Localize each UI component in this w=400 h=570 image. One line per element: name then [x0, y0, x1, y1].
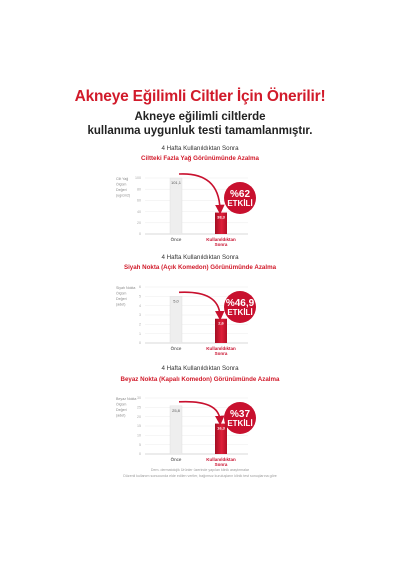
chart1-ylabel: Ölçüm	[116, 182, 127, 187]
chart1-title: Ciltteki Fazla Yağ Görünümünde Azalma	[141, 155, 259, 162]
chart3-ytick-label: 0	[139, 452, 141, 457]
chart2-ylabel: Siyah Nokta	[116, 286, 136, 290]
chart3-ylabel: Ölçüm	[116, 402, 127, 407]
chart2-value-label: 2,6	[218, 320, 224, 326]
chart2-ytick-label: 0	[139, 341, 141, 346]
chart3-ylabel: Değeri	[116, 408, 127, 412]
chart3-plot	[0, 388, 400, 468]
chart2-title: Siyah Nokta (Açık Komedon) Görünümünde Azalma	[123, 264, 277, 271]
chart1-category-label: Kullanıldıktan	[206, 237, 236, 242]
chart3-pretitle: 4 Hafta Kullanıldıktan Sonra	[161, 365, 239, 372]
chart1-plot	[0, 168, 400, 248]
chart3-ytick-label: 25	[137, 405, 141, 410]
chart1-arrow	[179, 174, 220, 210]
footnote-2: Düzenli kullanım sonucunda elde edilen veriler, bağımsız kuruluşların klinik test sonuçlarına göre	[123, 474, 277, 478]
chart2-badge-label: ETKİLİ	[227, 308, 253, 317]
chart3-title: Beyaz Nokta (Kapalı Komedon) Görünümünde Azalma	[120, 376, 280, 383]
chart2-ytick-label: 2	[139, 322, 141, 327]
chart2-badge-value: %46,9	[225, 298, 255, 309]
chart2-ytick-label: 1	[139, 331, 141, 336]
chart3-ytick-label: 20	[137, 414, 141, 419]
chart1-ylabel: Cilt Yağ	[116, 177, 129, 181]
chart1-pretitle: 4 Hafta Kullanıldıktan Sonra	[161, 145, 239, 152]
chart2-category-label: Önce	[170, 346, 182, 351]
chart1-ytick-label: 100	[135, 176, 141, 181]
chart2-pretitle: 4 Hafta Kullanıldıktan Sonra	[161, 254, 239, 261]
chart2-ytick-label: 6	[139, 285, 141, 290]
chart1-ytick-label: 20	[137, 221, 141, 225]
chart2-ylabel: Değeri	[116, 297, 127, 301]
chart3-category-label: Sonra	[214, 462, 228, 467]
chart3-arrow	[179, 402, 220, 421]
chart1-badge-label: ETKİLİ	[227, 199, 253, 208]
chart2-ytick-label: 5	[139, 294, 141, 299]
chart1-ylabel: (ug/cm2)	[116, 193, 131, 198]
chart2-arrow	[179, 292, 220, 316]
chart1-ytick-label: 0	[139, 232, 141, 237]
chart1-bar-before	[170, 178, 182, 234]
chart3-category-label: Kullanıldıktan	[206, 457, 236, 462]
chart1-ytick-label: 60	[137, 198, 141, 203]
chart2-ylabel: (adet)	[116, 302, 126, 307]
chart3-value-label: 16,3	[217, 425, 225, 431]
subtitle-line-2: kullanıma uygunluk testi tamamlanmıştır.	[87, 125, 313, 137]
chart1-category-label: Sonra	[214, 242, 228, 247]
chart1-badge-value: %62	[229, 189, 251, 200]
chart3-ytick-label: 10	[137, 433, 141, 438]
chart1-ytick-label: 40	[137, 209, 141, 214]
chart3-ylabel: (adet)	[116, 413, 126, 418]
chart1-category-label: Önce	[170, 237, 182, 242]
chart2-ylabel: Ölçüm	[116, 291, 127, 296]
chart2-category-label: Kullanıldıktan	[206, 346, 236, 351]
chart1-ytick-label: 80	[137, 187, 141, 192]
chart3-ytick-label: 30	[137, 396, 141, 401]
chart1-value-label: 38,3	[217, 214, 225, 220]
chart3-ytick-label: 5	[139, 442, 141, 447]
chart2-ytick-label: 3	[139, 313, 141, 318]
chart3-value-label: 25,8	[172, 407, 180, 413]
chart2-plot	[0, 277, 400, 357]
page-title: Akneye Eğilimli Ciltler İçin Önerilir!	[74, 88, 326, 105]
subtitle-line-1: Akneye eğilimli ciltlerde	[134, 111, 266, 123]
chart3-bar-before	[170, 406, 182, 454]
footnote-1: Dem. dermatolojik Ürünler üzerinde yapılan klinik araştırmalar	[150, 468, 250, 472]
chart1-value-label: 101,1	[170, 180, 182, 185]
chart3-ytick-label: 15	[137, 424, 141, 429]
chart3-category-label: Önce	[170, 457, 182, 462]
chart2-category-label: Sonra	[214, 351, 228, 356]
chart2-value-label: 5,0	[173, 298, 179, 304]
chart1-ylabel: Değeri	[116, 188, 127, 192]
chart3-badge-value: %37	[229, 409, 251, 420]
chart3-badge-label: ETKİLİ	[227, 419, 253, 428]
chart3-ylabel: Beyaz Nokta	[116, 397, 137, 401]
chart2-ytick-label: 4	[139, 303, 141, 308]
